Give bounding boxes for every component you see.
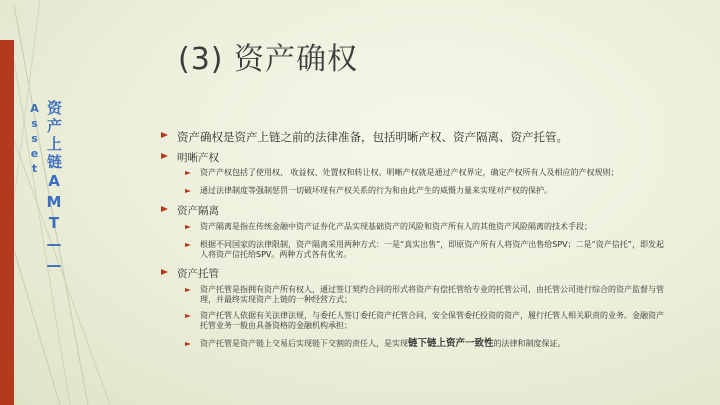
bullet-text xyxy=(200,339,566,349)
bullet-text-end: 的法律和制度保证。 xyxy=(493,339,566,348)
bullet-text: 资产隔离是指在传统金融中资产证券化产品实现基础资产的风险和资产所有人的其他资产风险隔离的技术手段； xyxy=(200,222,592,231)
arrow-bullet-icon xyxy=(161,269,168,275)
list-item xyxy=(185,339,665,349)
bullet-text: 资产隔离 xyxy=(177,205,219,217)
bullet-text-start: 资产托管是资产链上交易后实现链下交割的责任人，是实现 xyxy=(200,339,408,348)
arrow-bullet-icon xyxy=(185,342,191,346)
list-item xyxy=(185,222,665,232)
bullet-text: 明晰产权 xyxy=(177,152,219,164)
list-item xyxy=(161,150,219,165)
arrow-bullet-icon xyxy=(185,288,191,292)
list-item xyxy=(161,266,219,281)
vertical-subtitle-cn: 资产上链AMT—— xyxy=(45,100,63,277)
bullet-text: 资产托管是指拥有资产所有权人，通过签订契约合同的形式将资产有偿托管给专业的托管公司，由托管公司进行综合的资产监督与管理，并最终实现资产上链的一种经营方式； xyxy=(200,285,664,304)
bullet-text: 资产产权包括了使用权、 收益权、处置权和转让权。明晰产权就是通过产权界定，确定产权所有人及相应的产权规则； xyxy=(200,168,619,177)
accent-bar xyxy=(0,40,14,405)
bullet-text: 资产托管人依据有关法律法规，与委托人签订委托资产托管合同，安全保管委托投资的资产，履行托管人相关职责的业务。金融资产托管业务一般由具备资格的金融机构承担； xyxy=(200,311,664,330)
bullet-text: 资产托管 xyxy=(177,268,219,280)
bullet-text: 通过法律制度等强制惩罚一切破坏现有产权关系的行为和由此产生的威慑力量来实现对产权的保护。 xyxy=(200,186,552,195)
bullet-text: 资产确权是资产上链之前的法律准备，包括明晰产权、资产隔离、资产托管。 xyxy=(177,130,568,144)
arrow-bullet-icon xyxy=(185,171,191,175)
arrow-bullet-icon xyxy=(185,225,191,229)
list-item xyxy=(185,285,665,304)
bullet-text: 根据不同国家的法律限制，资产隔离采用两种方式：一是“真实出售”，即原资产所有人将资产出售给SPV；二是“资产信托”，即发起人将资产信托给SPV。两种方式各有优劣。 xyxy=(200,240,664,259)
list-item xyxy=(161,203,219,218)
list-item xyxy=(185,186,665,196)
arrow-bullet-icon xyxy=(161,206,168,212)
vertical-subtitle-en: Asset xyxy=(28,102,41,177)
arrow-bullet-icon xyxy=(185,189,191,193)
arrow-bullet-icon xyxy=(185,314,191,318)
arrow-bullet-icon xyxy=(185,243,191,247)
highlight-text: 链下链上资产一致性 xyxy=(408,338,494,349)
list-item xyxy=(185,240,665,259)
slide-title: (3) 资产确权 xyxy=(178,42,359,77)
arrow-bullet-icon xyxy=(161,132,168,138)
list-item xyxy=(161,129,568,145)
list-item xyxy=(185,311,665,330)
arrow-bullet-icon xyxy=(161,153,168,159)
list-item xyxy=(185,168,665,178)
